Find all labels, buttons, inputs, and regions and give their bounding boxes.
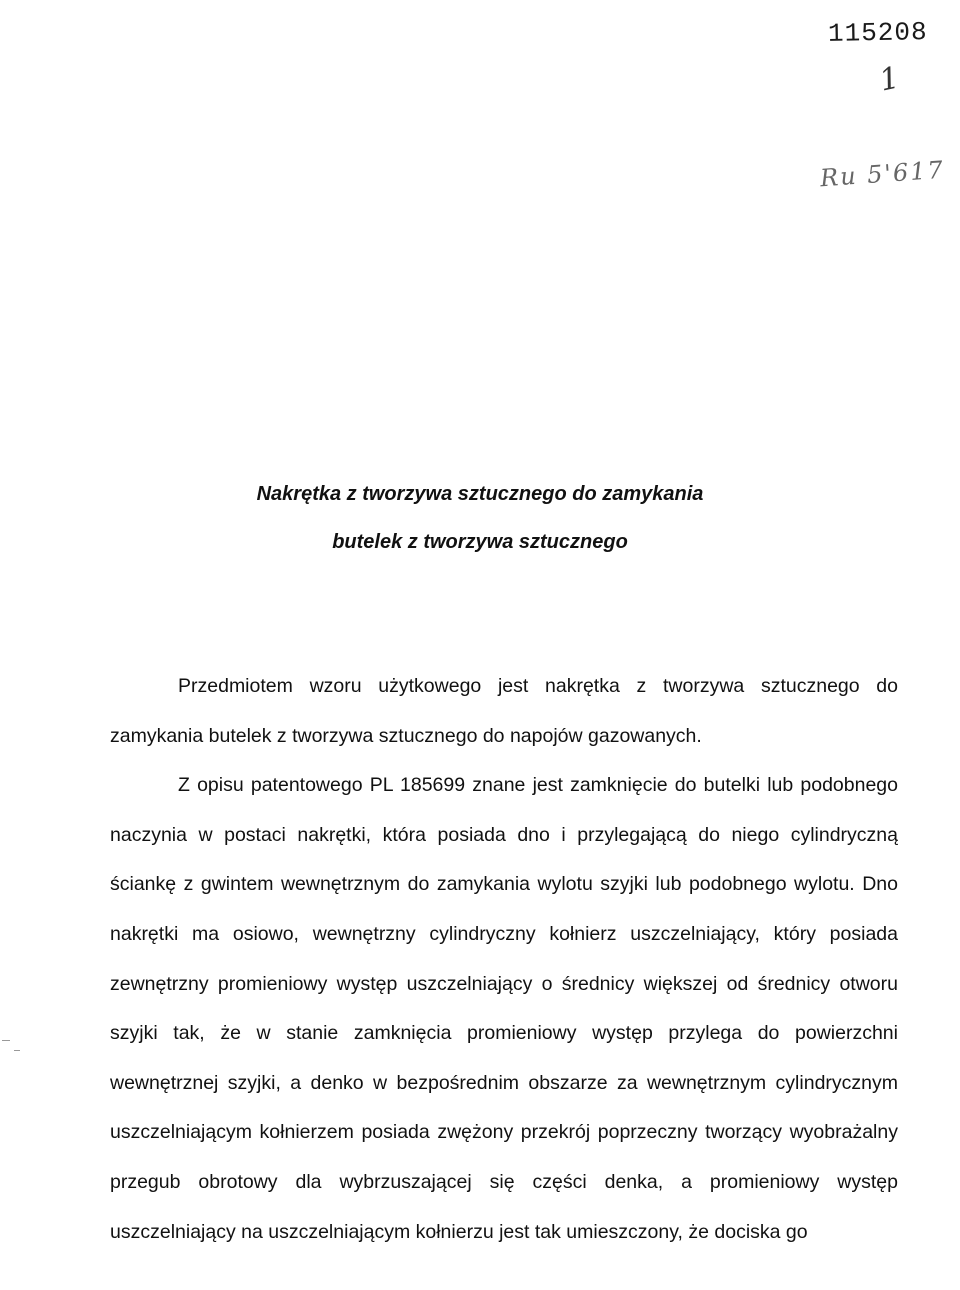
scan-speck — [2, 1040, 10, 1041]
scan-speck — [14, 1050, 20, 1051]
handwritten-reference: Ru 5'617 — [819, 155, 946, 193]
handwritten-mark: 1 — [876, 60, 903, 99]
paragraph: Przedmiotem wzoru użytkowego jest nakrętka z tworzywa sztucznego do zamykania butelek z tworzywa sztucznego do napojów gazowanych. — [110, 675, 898, 747]
document-title — [0, 470, 960, 566]
document-number-stamp: 115208 — [827, 17, 928, 49]
title-line-2: butelek z tworzywa sztucznego — [332, 531, 628, 553]
document-body — [110, 662, 898, 1257]
paragraph: Z opisu patentowego PL 185699 znane jest zamknięcie do butelki lub podobnego naczynia w postaci nakrętki, która posiada dno i przylegającą do niego cylindryczną ściankę z gwintem wewnętrznym do zamykania wylotu szyjki lub podobnego wylotu. Dno nakrętki ma osiowo, wewnętrzny cylindryczny kołnierz uszczelniający, który posiada zewnętrzny promieniowy występ uszczelniający o średnicy większej od średnicy otworu szyjki tak, że w stanie zamknięcia promieniowy występ przylega do powierzchni wewnętrznej szyjki, a denko w bezpośrednim obszarze za wewnętrznym cylindrycznym uszczelniającym kołnierzem posiada zwężony przekrój poprzeczny tworzący wyobrażalny przegub obrotowy dla wybrzuszającej się części denka, a promieniowy występ uszczelniający na uszczelniającym kołnierzu jest tak umieszczony, że dociska go — [110, 774, 898, 1243]
title-line-1: Nakrętka z tworzywa sztucznego do zamykania — [256, 483, 704, 505]
